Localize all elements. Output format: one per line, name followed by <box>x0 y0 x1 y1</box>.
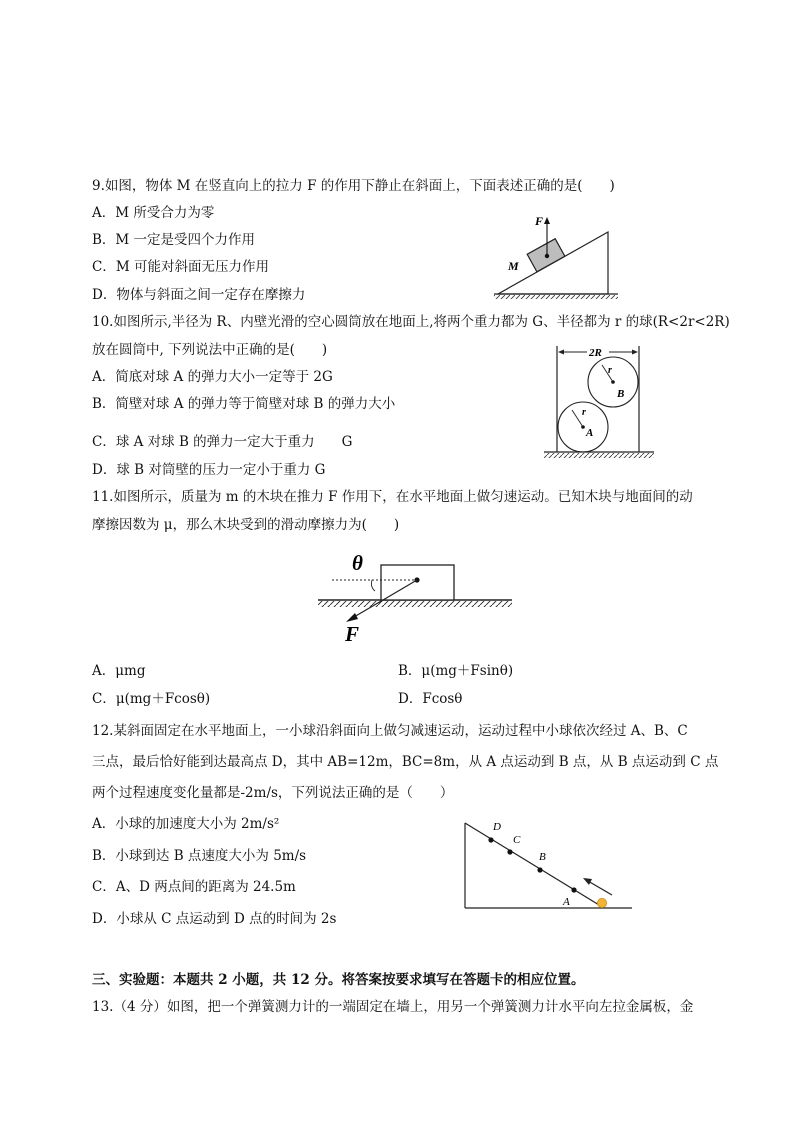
force-label: F <box>345 622 360 645</box>
q11-option-d: D．Fcosθ <box>398 691 463 707</box>
label-a: A <box>563 896 570 908</box>
ground-hatch <box>544 453 654 458</box>
point-b <box>537 867 542 872</box>
q12-option-d: D．小球从 C 点运动到 D 点的时间为 2s <box>92 911 337 927</box>
force-arrowhead <box>346 613 358 622</box>
q12-stem-line1: 12.某斜面固定在水平地面上，一小球沿斜面向上做匀减速运动，运动过程中小球依次经过 A、B、C <box>92 723 688 739</box>
q9-incline-figure <box>490 210 625 300</box>
label-b: B <box>539 851 546 863</box>
q11-block-figure <box>312 545 517 645</box>
ball-b-radius-label: r <box>608 365 612 376</box>
q12-option-c: C．A、D 两点间的距离为 24.5m <box>92 879 296 895</box>
q12-stem-line2: 三点，最后恰好能到达最高点 D，其中 AB=12m，BC=8m，从 A 点运动到 B 点，从 B 点运动到 C 点 <box>92 754 719 770</box>
q12-option-a: A．小球的加速度大小为 2m/s² <box>92 816 280 832</box>
slope-incline-line <box>465 823 604 908</box>
section3-heading: 三、实验题：本题共 2 小题，共 12 分。将答案按要求填写在答题卡的相应位置。 <box>92 972 585 988</box>
angle-arc <box>371 580 375 591</box>
width-label: 2R <box>589 347 602 359</box>
force-label: F <box>535 214 544 228</box>
q10-option-b: B．简壁对球 A 的弹力等于简壁对球 B 的弹力大小 <box>92 396 396 412</box>
q11-option-a: A．μmg <box>92 663 146 679</box>
q10-option-c: C．球 A 对球 B 的弹力一定大于重力 G <box>92 434 353 450</box>
ball-b-label: B <box>617 388 625 400</box>
theta-label: θ <box>352 551 363 575</box>
q11-stem-line1: 11.如图所示，质量为 m 的木块在推力 F 作用下，在水平地面上做匀速运动。已知木块与地面间的动 <box>92 489 693 505</box>
q11-option-b: B．μ(mg＋Fsinθ) <box>398 663 514 679</box>
motion-arrowhead <box>583 878 592 885</box>
ground-hatch <box>494 295 618 299</box>
q9-option-d: D．物体与斜面之间一定存在摩擦力 <box>92 287 306 303</box>
ground-hatch <box>318 601 512 607</box>
q10-cylinder-figure <box>542 340 657 462</box>
q12-option-b: B．小球到达 B 点速度大小为 5m/s <box>92 848 307 864</box>
q11-stem-line2: 摩擦因数为 μ，那么木块受到的滑动摩擦力为( ) <box>92 517 400 533</box>
q9-stem: 9.如图，物体 M 在竖直向上的拉力 F 的作用下静止在斜面上，下面表述正确的是( ) <box>92 178 615 194</box>
q10-option-a: A．简底对球 A 的弹力大小一定等于 2G <box>92 369 333 385</box>
ball-a-label: A <box>586 427 594 439</box>
point-c <box>507 849 512 854</box>
label-d: D <box>493 821 501 833</box>
point-a <box>571 887 576 892</box>
q13-stem-line1: 13.（4 分）如图，把一个弹簧测力计的一端固定在墙上，用另一个弹簧测力计水平向左拉金属板，金 <box>92 999 694 1015</box>
force-arrowhead <box>544 217 550 224</box>
motion-arrow-line <box>588 881 612 895</box>
ball <box>597 898 606 907</box>
q12-slope-figure <box>462 818 637 913</box>
q10-stem-line2: 放在圆筒中, 下列说法中正确的是( ) <box>92 342 328 358</box>
q11-option-c: C．μ(mg＋Fcosθ) <box>92 691 211 707</box>
q9-option-c: C．M 可能对斜面无压力作用 <box>92 259 269 275</box>
q9-option-b: B．M 一定是受四个力作用 <box>92 232 256 248</box>
q10-stem-line1: 10.如图所示,半径为 R、内壁光滑的空心圆筒放在地面上,将两个重力都为 G、半径都为 r 的球(R<2r<2R) <box>92 314 730 330</box>
ball-a-radius-label: r <box>582 407 586 418</box>
q10-option-d: D．球 B 对筒壁的压力一定小于重力 G <box>92 462 326 478</box>
q9-option-a: A．M 所受合力为零 <box>92 205 215 221</box>
label-c: C <box>513 834 521 846</box>
mass-label: M <box>508 259 519 273</box>
q12-stem-line3: 两个过程速度变化量都是-2m/s，下列说法正确的是（ ） <box>92 785 454 801</box>
point-d <box>488 837 493 842</box>
